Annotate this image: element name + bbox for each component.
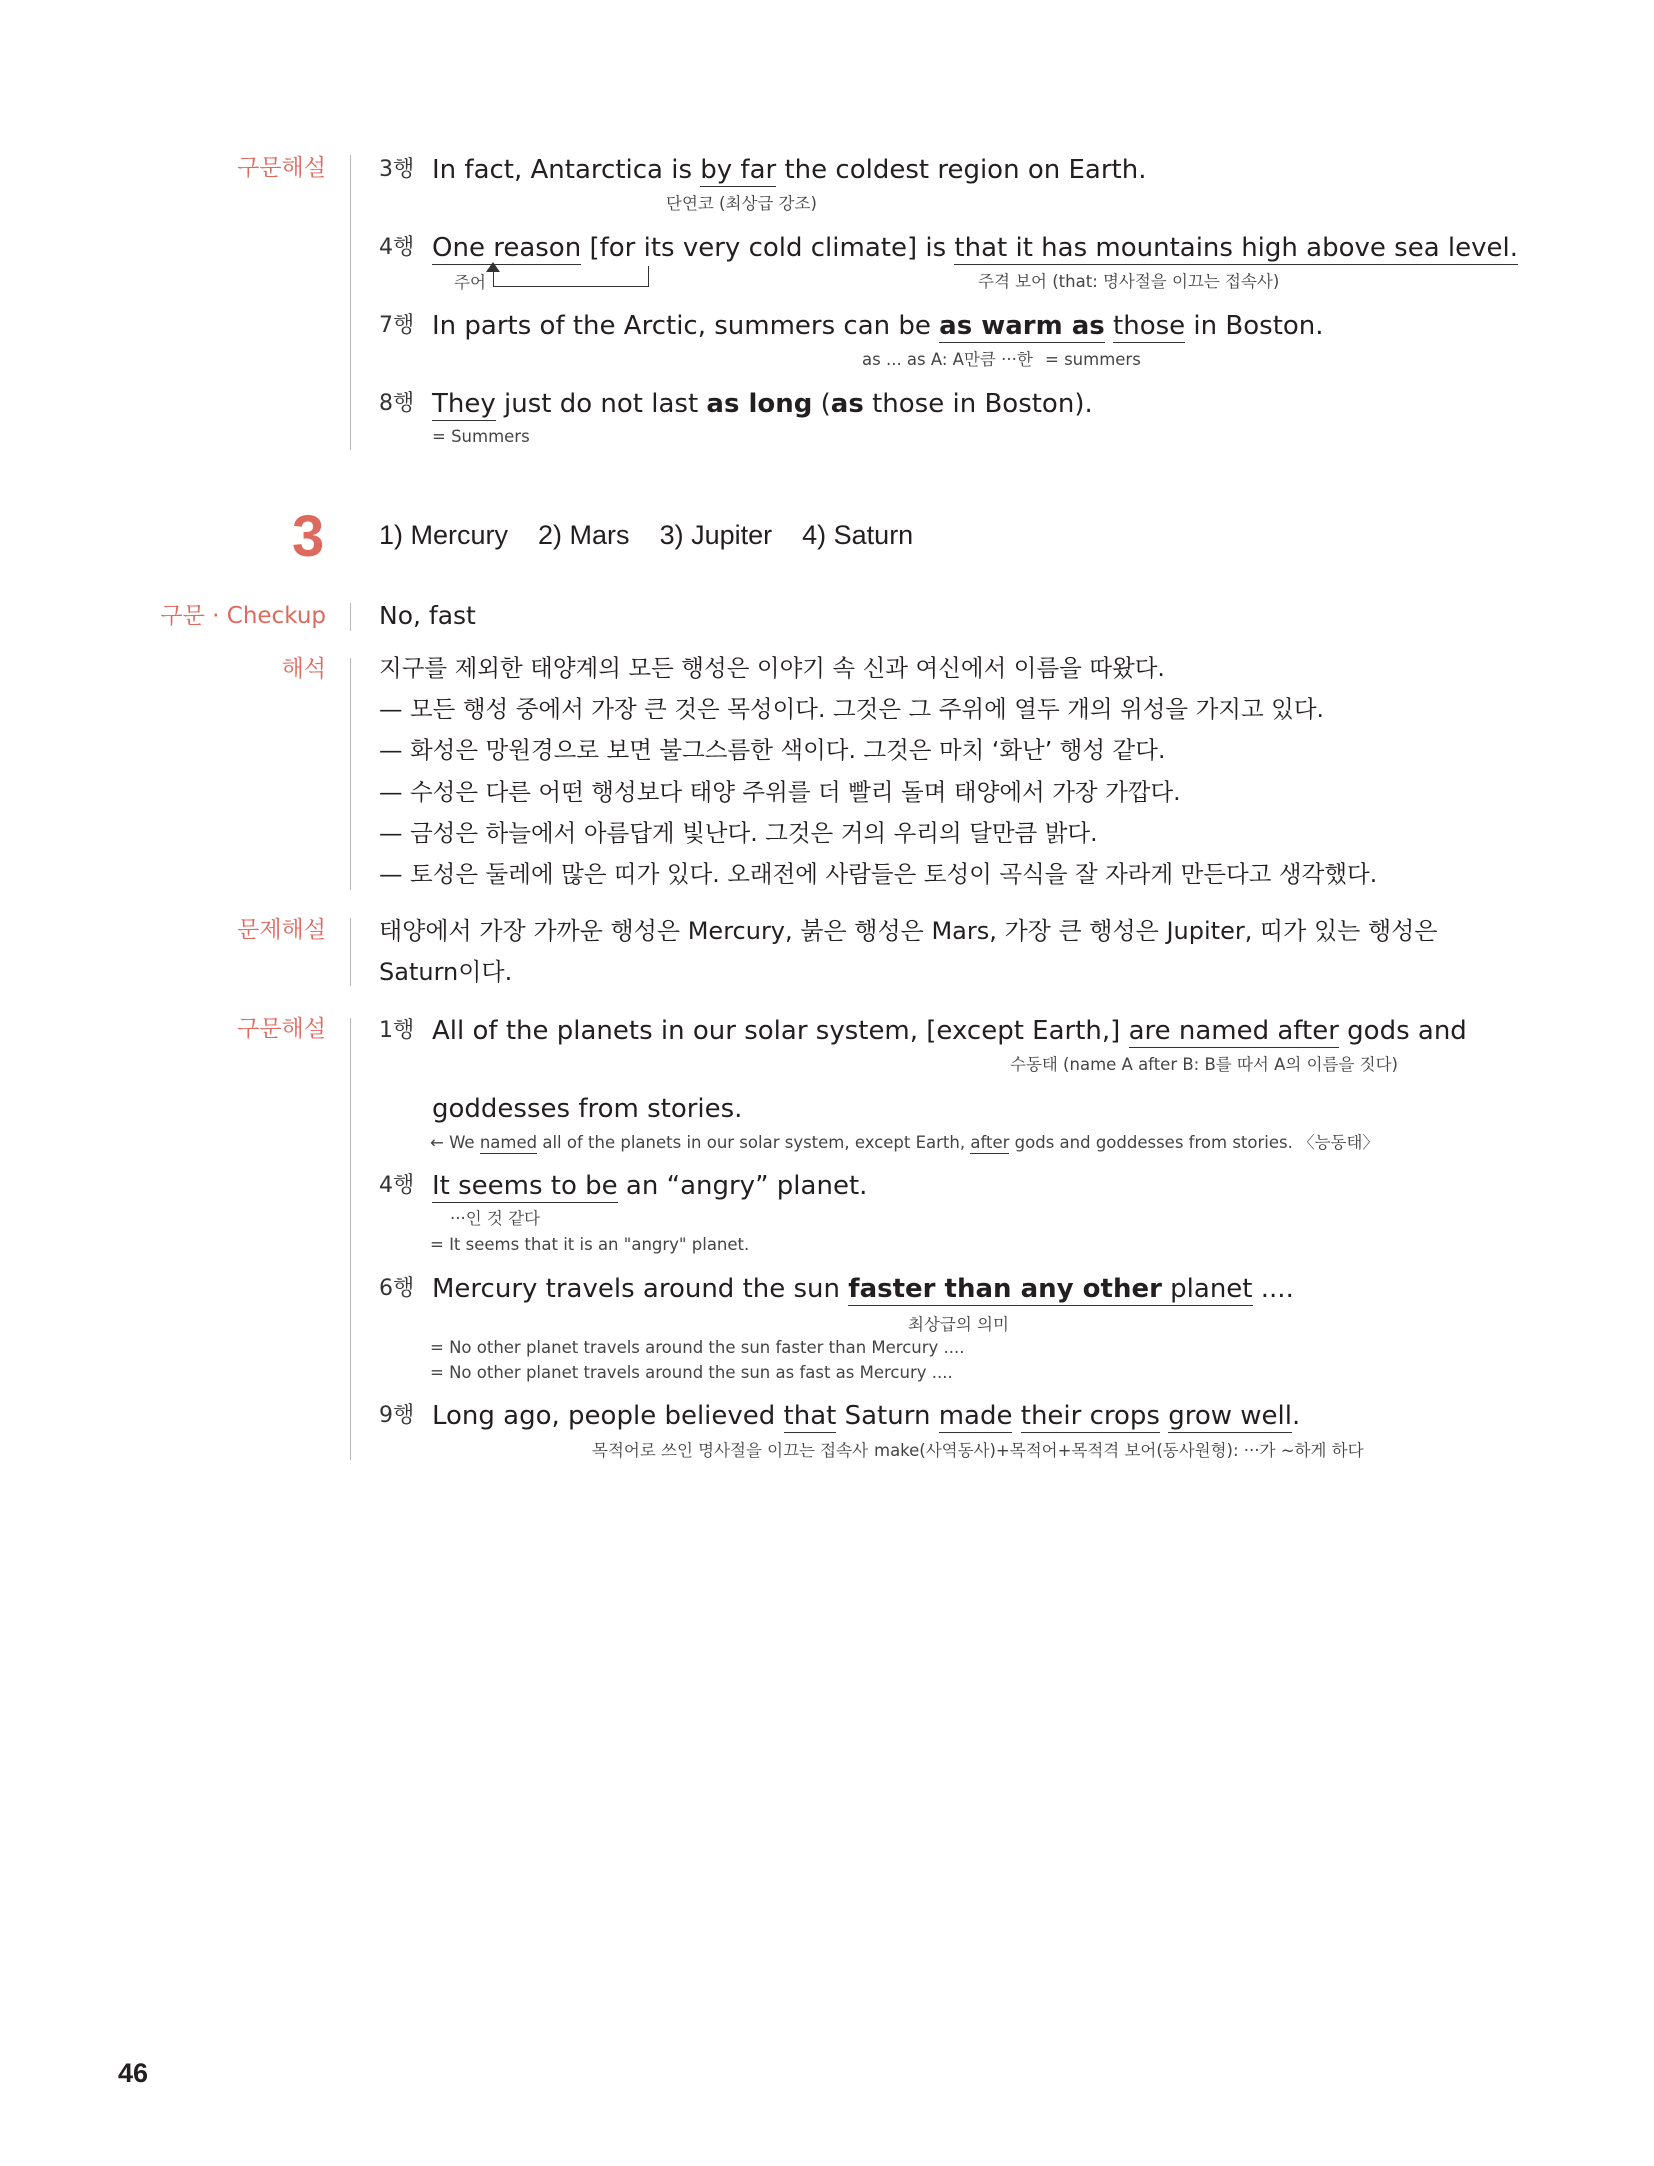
grammar-note: = No other planet travels around the sun faster than Mercury .... xyxy=(430,1338,965,1357)
section-label-syntax-1: 구문해설 xyxy=(237,155,326,181)
line-number: 3행 xyxy=(379,157,415,182)
checkup-answer: No, fast xyxy=(379,601,476,630)
problem-explanation-line: 태양에서 가장 가까운 행성은 Mercury, 붉은 행성은 Mars, 가장 큰 행성은 Jupiter, 띠가 있는 행성은 xyxy=(379,917,1438,945)
checkup-label: 구문 · Checkup xyxy=(160,603,326,629)
grammar-note: 주어 xyxy=(454,273,486,292)
translation-line: 지구를 제외한 태양계의 모든 행성은 이야기 속 신과 여신에서 이름을 따왔다. xyxy=(379,654,1165,682)
answer-item: 4) Saturn xyxy=(802,520,914,550)
line-number: 9행 xyxy=(379,1403,415,1428)
example-sentence: They just do not last as long (as those in Boston). xyxy=(432,389,1093,419)
grammar-note: 주격 보어 (that: 명사절을 이끄는 접속사) xyxy=(978,272,1280,291)
example-sentence: Mercury travels around the sun faster than any other planet .... xyxy=(432,1274,1294,1304)
grammar-note: 최상급의 의미 xyxy=(908,1315,1009,1334)
line-number: 1행 xyxy=(379,1018,415,1043)
example-sentence-continued: goddesses from stories. xyxy=(432,1094,743,1124)
question-number: 3 xyxy=(292,504,325,569)
answer-item: 3) Jupiter xyxy=(659,520,773,550)
translation-label: 해석 xyxy=(281,656,326,682)
grammar-note: = summers xyxy=(1045,350,1141,369)
example-sentence: One reason [for its very cold climate] is that it has mountains high above sea level. xyxy=(432,233,1518,263)
grammar-note: 단연코 (최상급 강조) xyxy=(666,194,817,213)
translation-line: — 모든 행성 중에서 가장 큰 것은 목성이다. 그것은 그 주위에 열두 개의 위성을 가지고 있다. xyxy=(379,695,1325,723)
translation-line: — 금성은 하늘에서 아름답게 빛난다. 그것은 거의 우리의 달만큼 밝다. xyxy=(379,819,1098,847)
line-number: 6행 xyxy=(379,1276,415,1301)
example-sentence: It seems to be an “angry” planet. xyxy=(432,1171,868,1201)
grammar-note: as ... as A: A만큼 ···한 xyxy=(862,350,1033,369)
grammar-note: = No other planet travels around the sun as fast as Mercury .... xyxy=(430,1363,953,1382)
example-sentence: Long ago, people believed that Saturn made their crops grow well. xyxy=(432,1401,1301,1431)
divider-line-checkup xyxy=(350,603,351,631)
page-number: 46 xyxy=(118,2058,149,2088)
rewrite-sentence: ← We named all of the planets in our solar system, except Earth, after gods and goddesses from stories. 〈능동태〉 xyxy=(430,1133,1379,1152)
section-label-syntax-2: 구문해설 xyxy=(237,1016,326,1042)
translation-line: — 화성은 망원경으로 보면 불그스름한 색이다. 그것은 마치 ‘화난’ 행성 같다. xyxy=(379,736,1166,764)
divider-line-problem xyxy=(350,918,351,986)
answer-item: 1) Mercury xyxy=(379,520,509,550)
translation-line: — 토성은 둘레에 많은 띠가 있다. 오래전에 사람들은 토성이 곡식을 잘 자라게 만든다고 생각했다. xyxy=(379,860,1378,888)
divider-line-translation xyxy=(350,658,351,890)
grammar-note: 수동태 (name A after B: B를 따서 A의 이름을 짓다) xyxy=(1010,1055,1398,1074)
grammar-note: ···인 것 같다 xyxy=(450,1209,540,1228)
line-number: 8행 xyxy=(379,391,415,416)
grammar-note: make(사역동사)+목적어+목적격 보어(동사원형): ···가 ~하게 하다 xyxy=(874,1441,1364,1460)
modifier-arrow xyxy=(493,266,649,287)
line-number: 4행 xyxy=(379,235,415,260)
problem-explanation-line: Saturn이다. xyxy=(379,958,513,986)
line-number: 4행 xyxy=(379,1173,415,1198)
example-sentence: All of the planets in our solar system, [except Earth,] are named after gods and xyxy=(432,1016,1467,1046)
example-sentence: In parts of the Arctic, summers can be as warm as those in Boston. xyxy=(432,311,1324,341)
answer-list xyxy=(379,518,913,552)
example-sentence: In fact, Antarctica is by far the coldest region on Earth. xyxy=(432,155,1147,185)
translation-line: — 수성은 다른 어떤 행성보다 태양 주위를 더 빨리 돌며 태양에서 가장 가깝다. xyxy=(379,778,1181,806)
grammar-note: = It seems that it is an "angry" planet. xyxy=(430,1235,750,1254)
answer-item: 2) Mars xyxy=(538,520,630,550)
divider-line-2 xyxy=(350,1018,351,1460)
problem-explanation-label: 문제해설 xyxy=(237,917,326,943)
grammar-note: = Summers xyxy=(432,427,530,446)
divider-line-1 xyxy=(350,155,351,450)
grammar-note: 목적어로 쓰인 명사절을 이끄는 접속사 xyxy=(592,1441,869,1460)
line-number: 7행 xyxy=(379,313,415,338)
arrow-head-icon xyxy=(486,262,500,272)
